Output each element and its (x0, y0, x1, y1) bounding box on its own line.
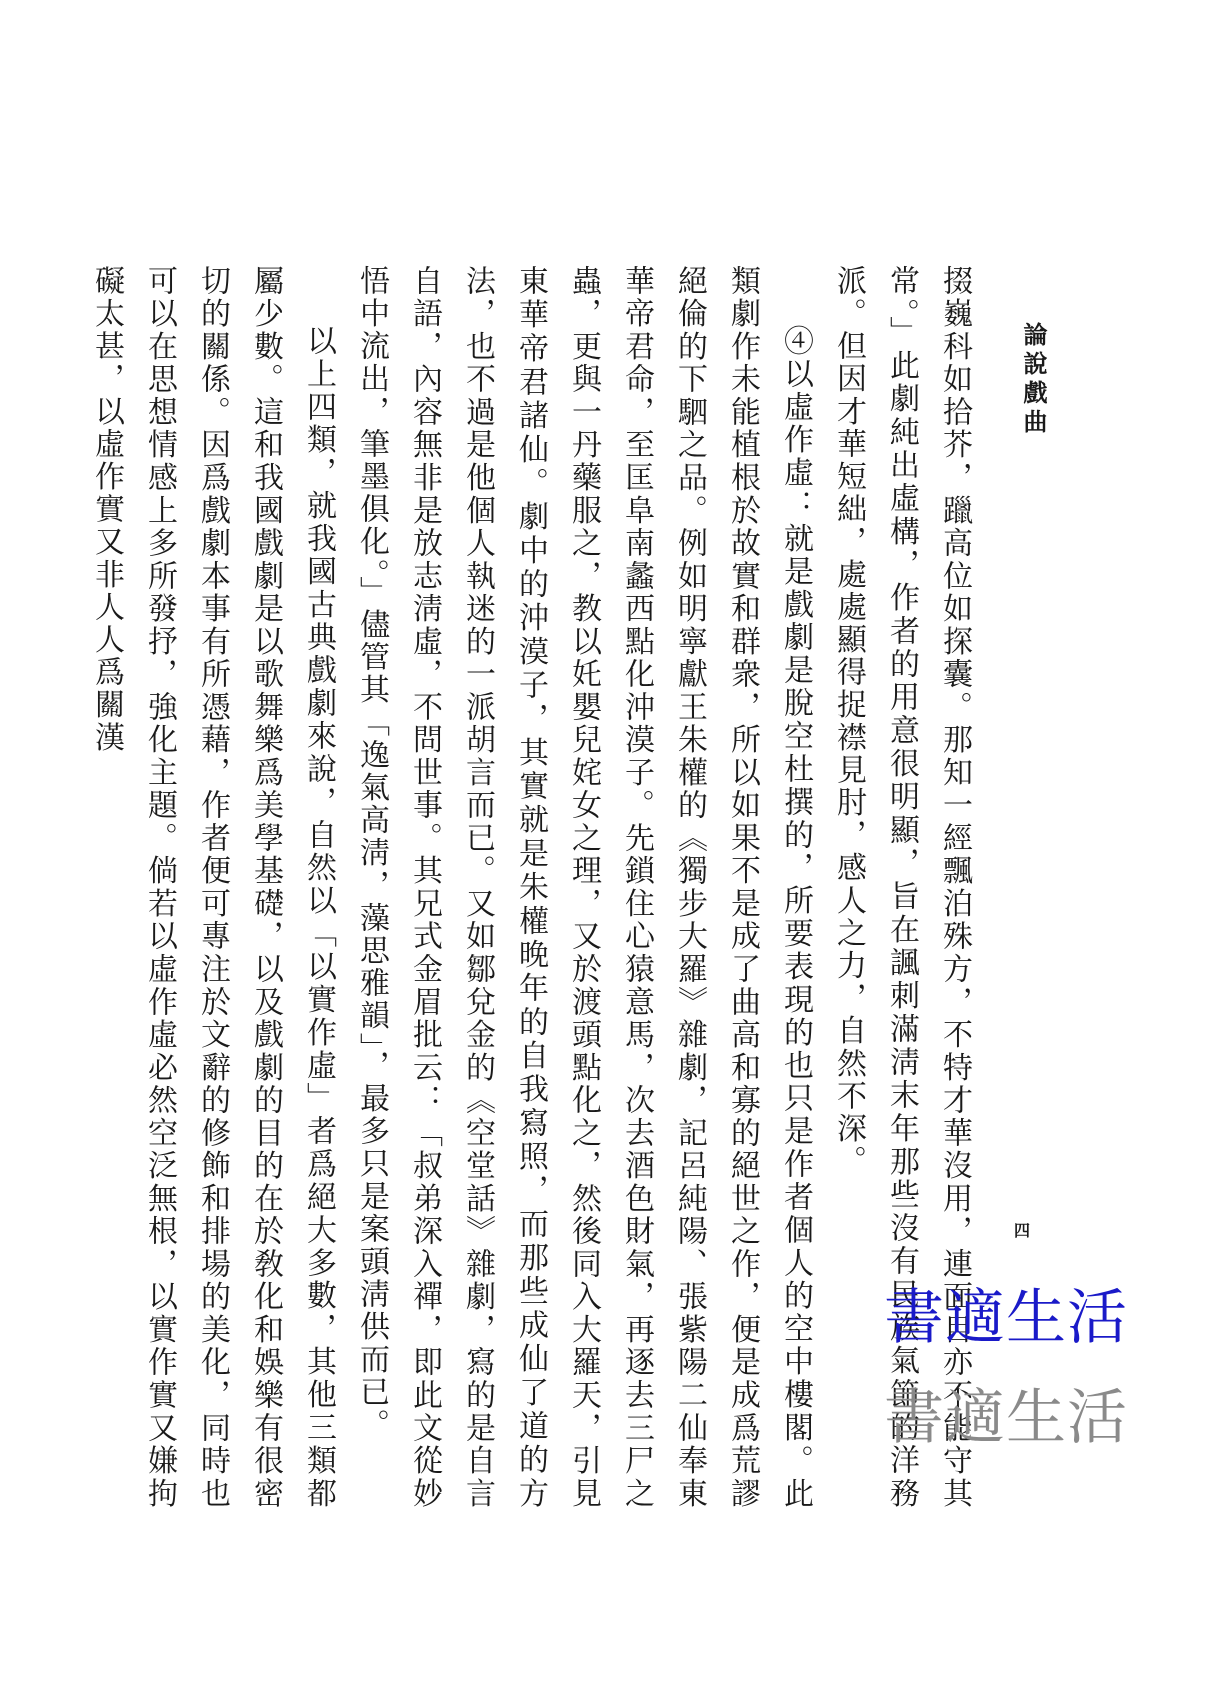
paragraph-1: 掇巍科如拾芥，躐高位如探囊。那知一經飄泊殊方，不特才華沒用，連面目亦不能守其常。」此劇純出虛構，作者的用意很明顯，旨在諷刺滿淸末年那些沒有民族氣節的洋務派。但因才華短絀，處處顯得捉襟見肘，感人之力，自然不深。 (831, 265, 972, 1510)
running-header: 論說戲曲 (1019, 322, 1048, 438)
page-number: 四 (1014, 1221, 1031, 1240)
paragraph-2: ④以虛作虛：就是戲劇是脫空杜撰的，所要表現的也只是作者個人的空中樓閣。此類劇作未能植根於故實和群衆，所以如果不是成了曲高和寡的絕世之作，便是成爲荒謬絕倫的下駟之品。例如明寧獻王朱權的《獨步大羅》雜劇，記呂純陽、張紫陽二仙奉東華帝君命，至匡阜南蠡西點化沖漠子。先鎖住心猿意馬，次去酒色財氣，再逐去三尸之蟲，更與一丹藥服之，教以奼嬰兒姹女之理，又於渡頭點化之，然後同入大羅天，引見東華帝君諸仙。劇中的沖漠子，其實就是朱權晚年的自我寫照，而那些成仙了道的方法，也不過是他個人執迷的一派胡言而已。又如鄒兌金的《空堂話》雜劇，寫的是自言自語，內容無非是放志淸虛，不問世事。其兄式金眉批云：「叔弟深入禪，即此文從妙悟中流出，筆墨俱化。」儘管其「逸氣高淸，藻思雅韻」，最多只是案頭淸供而已。 (354, 265, 813, 1510)
watermark-blue: 書適生活 (884, 1283, 1128, 1353)
paragraph-3: 以上四類，就我國古典戲劇來說，自然以「以實作虛」者爲絕大多數，其他三類都屬少數。這和我國戲劇是以歌舞樂爲美學基礎，以及戲劇的目的在於敎化和娛樂有很密切的關係。因爲戲劇本事有所憑藉，作者便可專注於文辭的修飾和排場的美化，同時也可以在思想情感上多所發抒，強化主題。倘若以虛作虛必然空泛無根，以實作實又嫌拘礙太甚，以虛作實又非人人爲關漢 (89, 265, 336, 1510)
watermark-gray: 書適生活 (884, 1383, 1128, 1453)
body-text (89, 265, 981, 1510)
